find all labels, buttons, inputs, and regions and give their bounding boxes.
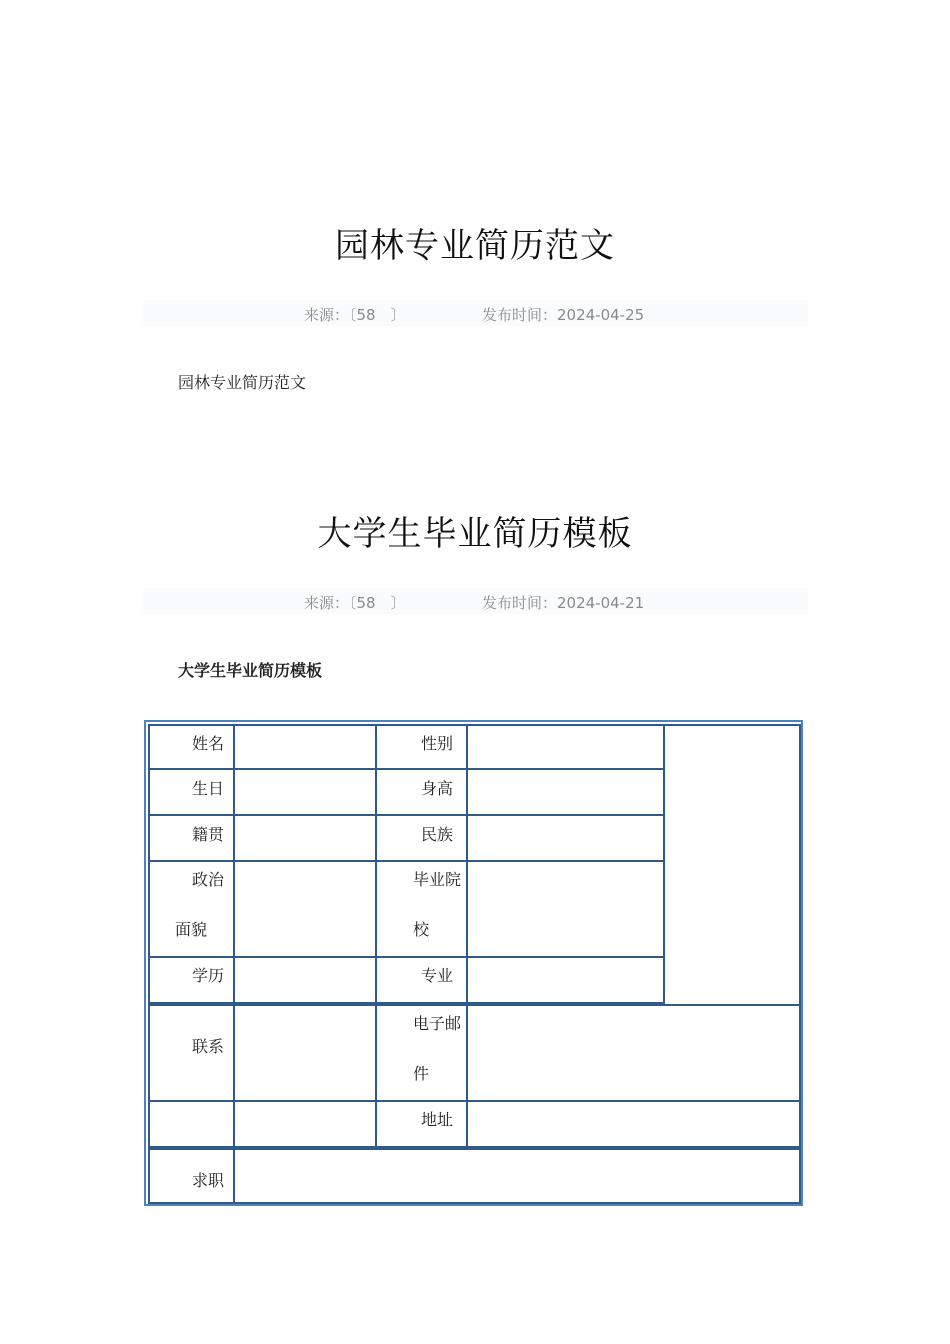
article-meta (143, 300, 808, 326)
height-label-cell (375, 768, 468, 816)
contact-extra-value-cell[interactable] (233, 1100, 377, 1148)
gender-value-cell[interactable] (466, 724, 665, 770)
birthday-label-cell (148, 768, 235, 816)
email-label-line1: 电子邮 (413, 1014, 462, 1033)
native-place-label: 籍贯 (192, 825, 225, 844)
major-label-cell (375, 956, 468, 1004)
resume-table (144, 720, 803, 1206)
education-label: 学历 (192, 966, 225, 985)
article-body: 园林专业简历范文 (178, 373, 307, 392)
major-label: 专业 (421, 966, 454, 985)
email-label-line2: 件 (413, 1064, 430, 1083)
gender-label-cell (375, 724, 468, 770)
birthday-label: 生日 (192, 779, 225, 798)
birthday-value-cell[interactable] (233, 768, 377, 816)
political-value-cell[interactable] (233, 860, 377, 958)
article-title: 大学生毕业简历模板 (317, 514, 633, 554)
email-label-cell (375, 1004, 468, 1102)
education-label-cell (148, 956, 235, 1004)
political-label-line2: 面貌 (175, 920, 208, 939)
height-value-cell[interactable] (466, 768, 665, 816)
education-value-cell[interactable] (233, 956, 377, 1004)
ethnicity-label-cell (375, 814, 468, 862)
source-label: 来源：〔58 〕 (304, 306, 406, 324)
ethnicity-label: 民族 (421, 825, 454, 844)
article-meta (143, 588, 808, 614)
name-label: 姓名 (192, 734, 225, 753)
publish-date: 发布时间：2024-04-21 (482, 594, 645, 612)
blank-label-cell (148, 1100, 235, 1148)
height-label: 身高 (421, 779, 454, 798)
gender-label: 性别 (421, 734, 454, 753)
contact-label: 联系 (192, 1037, 225, 1056)
school-label-line1: 毕业院 (413, 870, 462, 889)
address-value-cell[interactable] (466, 1100, 801, 1148)
address-label-cell (375, 1100, 468, 1148)
source-label: 来源：〔58 〕 (304, 594, 406, 612)
native-place-label-cell (148, 814, 235, 862)
email-value-cell[interactable] (466, 1004, 801, 1102)
major-value-cell[interactable] (466, 956, 665, 1004)
political-label-cell (148, 860, 235, 958)
school-label-line2: 校 (413, 920, 430, 939)
name-label-cell (148, 724, 235, 770)
ethnicity-value-cell[interactable] (466, 814, 665, 862)
article-title: 园林专业简历范文 (335, 226, 615, 266)
contact-label-cell (148, 1004, 235, 1102)
publish-date: 发布时间：2024-04-25 (482, 306, 645, 324)
article-subtitle: 大学生毕业简历模板 (178, 661, 323, 680)
native-place-value-cell[interactable] (233, 814, 377, 862)
address-label: 地址 (421, 1110, 454, 1129)
school-label-cell (375, 860, 468, 958)
contact-value-cell[interactable] (233, 1004, 377, 1102)
photo-cell[interactable] (663, 724, 801, 1006)
job-label: 求职 (192, 1171, 225, 1190)
name-value-cell[interactable] (233, 724, 377, 770)
political-label-line1: 政治 (192, 870, 225, 889)
job-label-cell (148, 1148, 235, 1204)
school-value-cell[interactable] (466, 860, 665, 958)
job-value-cell[interactable] (233, 1148, 801, 1204)
